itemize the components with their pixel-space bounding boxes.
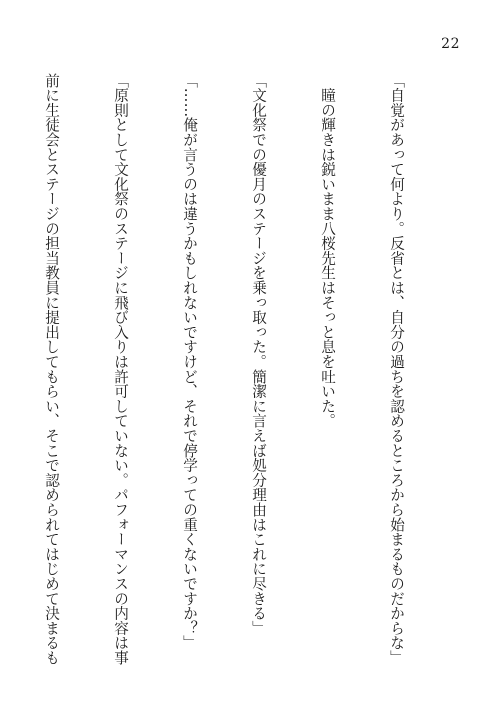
text-line: 「……俺が言うのは違うかもしれないですけど、それで停学っての重くないですか？」	[181, 73, 198, 651]
vertical-text-block	[0, 73, 454, 663]
text-line: 「原則として文化祭のステージに飛び入りは許可していない。パフォーマンスの内容は事	[112, 73, 129, 665]
text-line: 前に生徒会とステージの担当教員に提出してもらい、そこで認められてはじめて決まるも	[43, 73, 60, 665]
text-line: 「自覚があって何より。反省とは、自分の過ちを認めるところから始まるものだからな」	[388, 73, 405, 665]
text-line: 「文化祭での優月のステージを乗っ取った。簡潔に言えば処分理由はこれに尽きる」	[250, 73, 267, 636]
text-line: 瞳の輝きは鋭いまま八桜先生はそっと息を吐いた。	[319, 73, 336, 429]
page-number: 22	[441, 36, 460, 52]
